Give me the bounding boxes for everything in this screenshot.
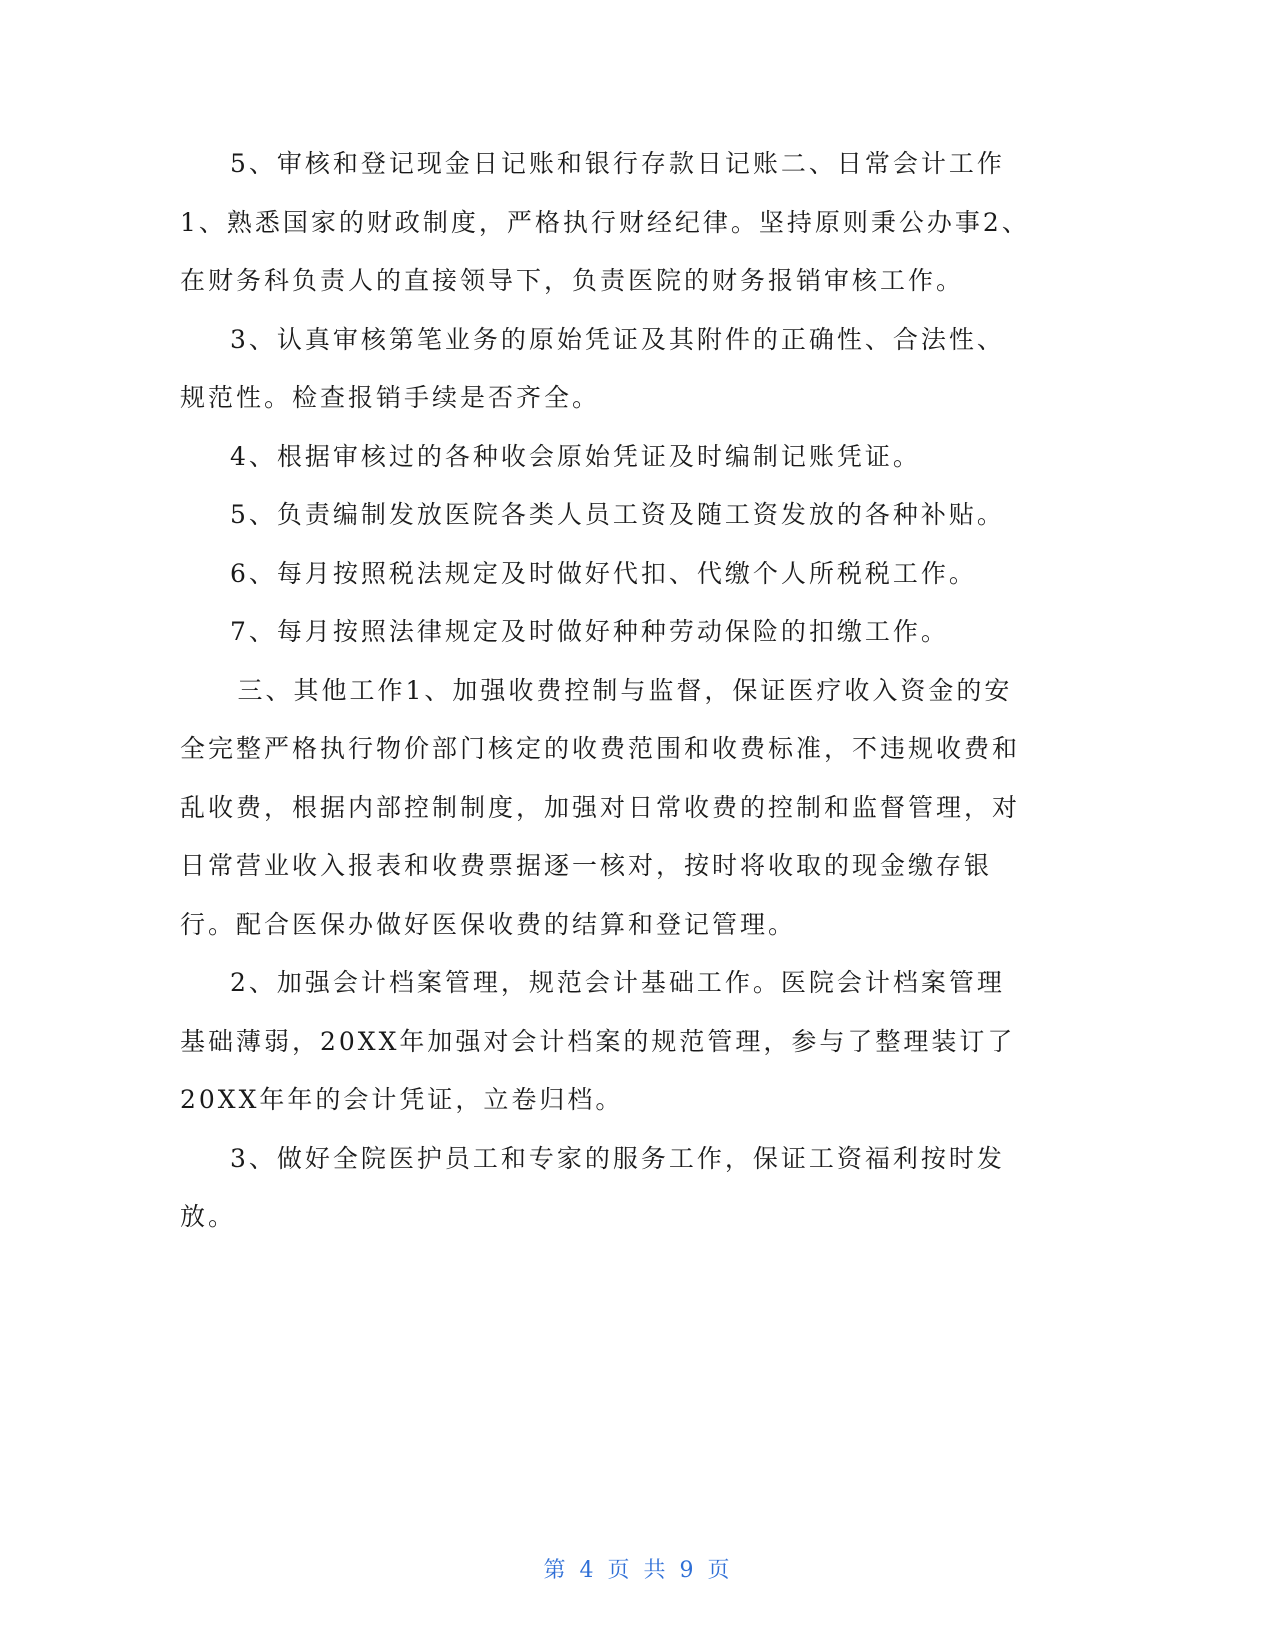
paragraph-payroll: 5、负责编制发放医院各类人员工资及随工资发放的各种补贴。: [230, 500, 1005, 529]
footer-current-page: 4: [579, 1558, 596, 1583]
footer-label-gong: 共: [643, 1558, 668, 1583]
footer-total-pages: 9: [679, 1558, 696, 1583]
paragraph-archives: 2、加强会计档案管理，规范会计基础工作。医院会计档案管理基础薄弱，20XX年加强对会计档案的规范管理，参与了整理装订了20XX年年的会计凭证，立卷归档。: [180, 968, 1016, 1114]
page-footer: [0, 1553, 1275, 1584]
paragraph-other-work: 三、其他工作1、加强收费控制与监督，保证医疗收入资金的安全完整严格执行物价部门核定的收费范围和收费标准，不违规收费和乱收费，根据内部控制制度，加强对日常收费的控制和监督管理，对日常营业收入报表和收费票据逐一核对，按时将收取的现金缴存银行。配合医保办做好医保收费的结算和登记管理。: [180, 675, 1021, 939]
paragraph-audit-ledger: 5、审核和登记现金日记账和银行存款日记账二、日常会计工作1、熟悉国家的财政制度，严格执行财经纪律。坚持原则秉公办事2、在财务科负责人的直接领导下，负责医院的财务报销审核工作。: [180, 149, 1030, 295]
footer-label-ye: 页: [607, 1558, 632, 1583]
paragraph-income-tax: 6、每月按照税法规定及时做好代扣、代缴个人所税税工作。: [230, 558, 977, 588]
paragraph-verify-vouchers: 3、认真审核第笔业务的原始凭证及其附件的正确性、合法性、规范性。检查报销手续是否齐全。: [180, 324, 1005, 412]
paragraph-bookkeeping-vouchers: 4、根据审核过的各种收会原始凭证及时编制记账凭证。: [230, 441, 921, 471]
document-body: [180, 135, 1030, 1247]
footer-label-di: 第: [543, 1558, 568, 1583]
footer-label-ye2: 页: [707, 1558, 732, 1583]
paragraph-insurance: 7、每月按照法律规定及时做好种种劳动保险的扣缴工作。: [230, 617, 949, 646]
paragraph-staff-service: 3、做好全院医护员工和专家的服务工作，保证工资福利按时发放。: [180, 1143, 1005, 1231]
